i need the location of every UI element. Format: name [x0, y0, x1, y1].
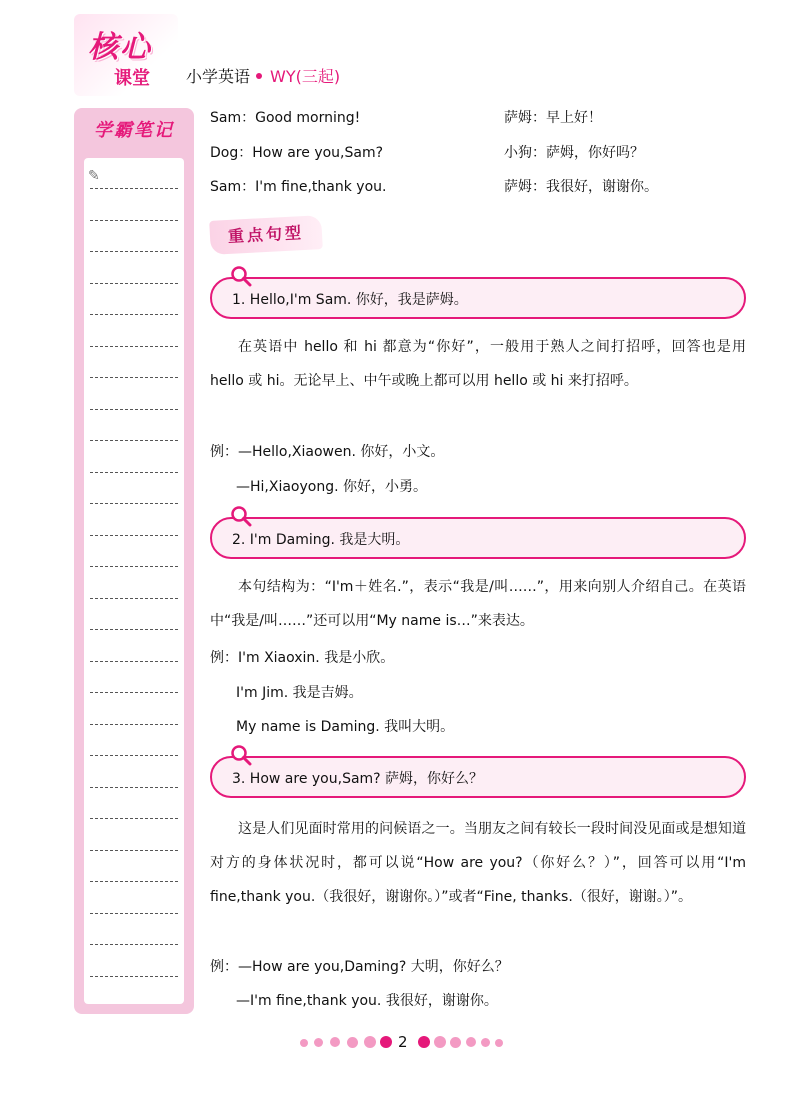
footer-dot-icon	[481, 1038, 490, 1047]
notes-lines	[84, 158, 184, 1004]
pencil-icon: ✎	[88, 168, 100, 184]
point-heading-1	[210, 277, 746, 319]
dialogue-zh-3: 萨姆：我很好，谢谢你。	[504, 179, 658, 195]
note-line	[90, 346, 178, 347]
page-footer	[300, 1033, 510, 1053]
note-line	[90, 188, 178, 189]
page-number: 2	[398, 1033, 408, 1051]
subject-label: 小学英语	[186, 67, 251, 86]
separator-dot-icon	[256, 73, 262, 79]
note-line	[90, 976, 178, 977]
example-2-3: My name is Daming. 我叫大明。	[236, 719, 455, 735]
note-line	[90, 787, 178, 788]
note-line	[90, 535, 178, 536]
footer-dot-icon	[300, 1039, 308, 1047]
dialogue-zh-2: 小狗：萨姆，你好吗？	[504, 145, 644, 161]
footer-dot-icon	[314, 1038, 323, 1047]
sidebar-title: 学霸笔记	[94, 120, 174, 141]
magnifier-icon	[230, 505, 252, 527]
point-explanation-2: 本句结构为：“I'm＋姓名.”，表示“我是/叫……”，用来向别人介绍自己。在英语中“我是/叫……”还可以用“My name is…”来表达。	[210, 579, 746, 629]
section-title: 重点句型	[209, 215, 323, 255]
note-line	[90, 503, 178, 504]
footer-dot-icon	[330, 1037, 340, 1047]
note-line	[90, 220, 178, 221]
book-header	[186, 64, 340, 87]
note-line	[90, 598, 178, 599]
note-line	[90, 755, 178, 756]
logo-text-bottom: 课堂	[114, 68, 150, 89]
point-explanation-3: 这是人们见面时常用的问候语之一。当朋友之间有较长一段时间没见面或是想知道对方的身体状况时，都可以说“How are you?（你好么？）”，回答可以用“I'm fine,thank you.（我很好，谢谢你。）”或者“Fine, thanks.（很好，谢谢。）”。	[210, 821, 746, 905]
note-line	[90, 944, 178, 945]
footer-dot-icon	[434, 1036, 446, 1048]
note-line	[90, 377, 178, 378]
point-explanation-1: 在英语中 hello 和 hi 都意为“你好”，一般用于熟人之间打招呼，回答也是用 hello 或 hi。无论早上、中午或晚上都可以用 hello 或 hi 来打招呼。	[210, 339, 746, 389]
magnifier-icon	[230, 744, 252, 766]
note-line	[90, 629, 178, 630]
edition-label: WY(三起)	[270, 67, 341, 86]
magnifier-icon	[230, 265, 252, 287]
note-line	[90, 724, 178, 725]
note-line	[90, 850, 178, 851]
dialogue-zh-1: 萨姆：早上好！	[504, 110, 602, 126]
dialogue-en-1: Sam：Good morning!	[210, 110, 361, 126]
note-line	[90, 472, 178, 473]
example-1-2: —Hi,Xiaoyong. 你好，小勇。	[236, 479, 428, 495]
dialogue-en-3: Sam：I'm fine,thank you.	[210, 179, 387, 195]
example-3-1: 例：—How are you,Daming? 大明，你好么？	[210, 959, 509, 975]
note-line	[90, 881, 178, 882]
dialogue-en-2: Dog：How are you,Sam?	[210, 145, 384, 161]
note-line	[90, 283, 178, 284]
note-line	[90, 692, 178, 693]
example-1-1: 例：—Hello,Xiaowen. 你好，小文。	[210, 444, 445, 460]
point-heading-text: 2. I'm Daming. 我是大明。	[232, 532, 410, 548]
note-line	[90, 818, 178, 819]
note-line	[90, 440, 178, 441]
footer-dot-icon	[466, 1037, 476, 1047]
brand-logo	[74, 14, 178, 96]
footer-dot-icon	[364, 1036, 376, 1048]
point-heading-3	[210, 756, 746, 798]
footer-dot-icon	[418, 1036, 430, 1048]
footer-dot-icon	[380, 1036, 392, 1048]
point-heading-text: 3. How are you,Sam? 萨姆，你好么？	[232, 771, 484, 787]
note-line	[90, 913, 178, 914]
example-3-2: —I'm fine,thank you. 我很好，谢谢你。	[236, 993, 498, 1009]
note-line	[90, 566, 178, 567]
footer-dot-icon	[450, 1037, 461, 1048]
note-line	[90, 251, 178, 252]
note-line	[90, 314, 178, 315]
footer-dot-icon	[347, 1037, 358, 1048]
point-heading-text: 1. Hello,I'm Sam. 你好，我是萨姆。	[232, 292, 468, 308]
note-line	[90, 409, 178, 410]
footer-dot-icon	[495, 1039, 503, 1047]
notes-sidebar	[74, 108, 194, 1014]
logo-text-top: 核心	[88, 30, 152, 65]
example-2-2: I'm Jim. 我是吉姆。	[236, 685, 363, 701]
point-heading-2	[210, 517, 746, 559]
note-line	[90, 661, 178, 662]
example-2-1: 例：I'm Xiaoxin. 我是小欣。	[210, 650, 395, 666]
